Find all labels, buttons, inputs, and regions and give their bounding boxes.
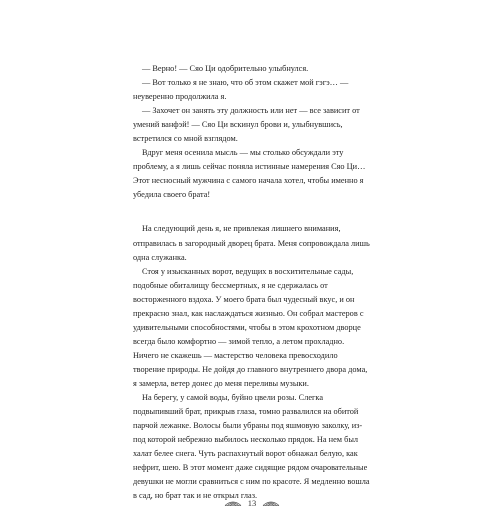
page-number: 13 [247, 498, 257, 508]
paragraph: — Вот только я не знаю, что об этом скажет мой гэгэ… — неуверенно продолжила я. [133, 78, 349, 102]
paragraph: — Захочет он занять эту должность или нет — все зависит от умений ванфэй! — Сяо Ци вскинул брови и, улыбнувшись, встретился со мной взглядом. [133, 106, 360, 144]
paragraph: Вдруг меня осенила мысль — мы столько обсуждали эту проблему, а я лишь сейчас поняла истинные намерения Сяо Ци… Этот несносный мужчина с самого начала хотел, чтобы именно я убедила своего брата! [133, 148, 366, 200]
paragraph: На берегу, у самой воды, буйно цвели розы. Слегка подвыпивший брат, прикрыв глаза, томно развалился на обитой парчой лежанке. Волосы были убраны под яшмовую заколку, из-под которой небрежно выбилось несколько прядок. На нем был халат белее снега. Чуть распахнутый ворот обнажал белую, как нефрит, шею. В этот момент даже сидящие рядом очаровательные девушки не могли сравниться с ним по красоте. Я медленно вошла в сад, но брат так и не открыл глаз. [133, 393, 370, 501]
paragraph: Стоя у изысканных ворот, ведущих в восхитительные сады, подобные обиталищу бессмертных, я не сдержалась от восторженного вздоха. У моего брата был чудесный вкус, и он прекрасно знал, как наслаждаться жизнью. Он собрал мастеров с удивительными способностями, чтобы в этом крохотном дворце всегда было комфортно — зимой тепло, а летом прохладно. Ничего не скажешь — мастерство человека превосходило творение природы. Не дойдя до главного внутреннего двора дома, я замерла, ветер донес до меня переливы музыки. [133, 266, 368, 388]
fan-ornament-icon [224, 500, 242, 506]
text-section-1 [133, 62, 371, 202]
paragraph: На следующий день я, не привлекая лишнего внимания, отправилась в загородный дворец брата. Меня сопровождала лишь одна служанка. [133, 224, 370, 262]
fan-ornament-icon [262, 500, 280, 506]
book-page [133, 62, 371, 508]
paragraph: — Верно! — Сяо Ци одобрительно улыбнулся. [142, 64, 309, 73]
text-section-2 [133, 222, 371, 503]
